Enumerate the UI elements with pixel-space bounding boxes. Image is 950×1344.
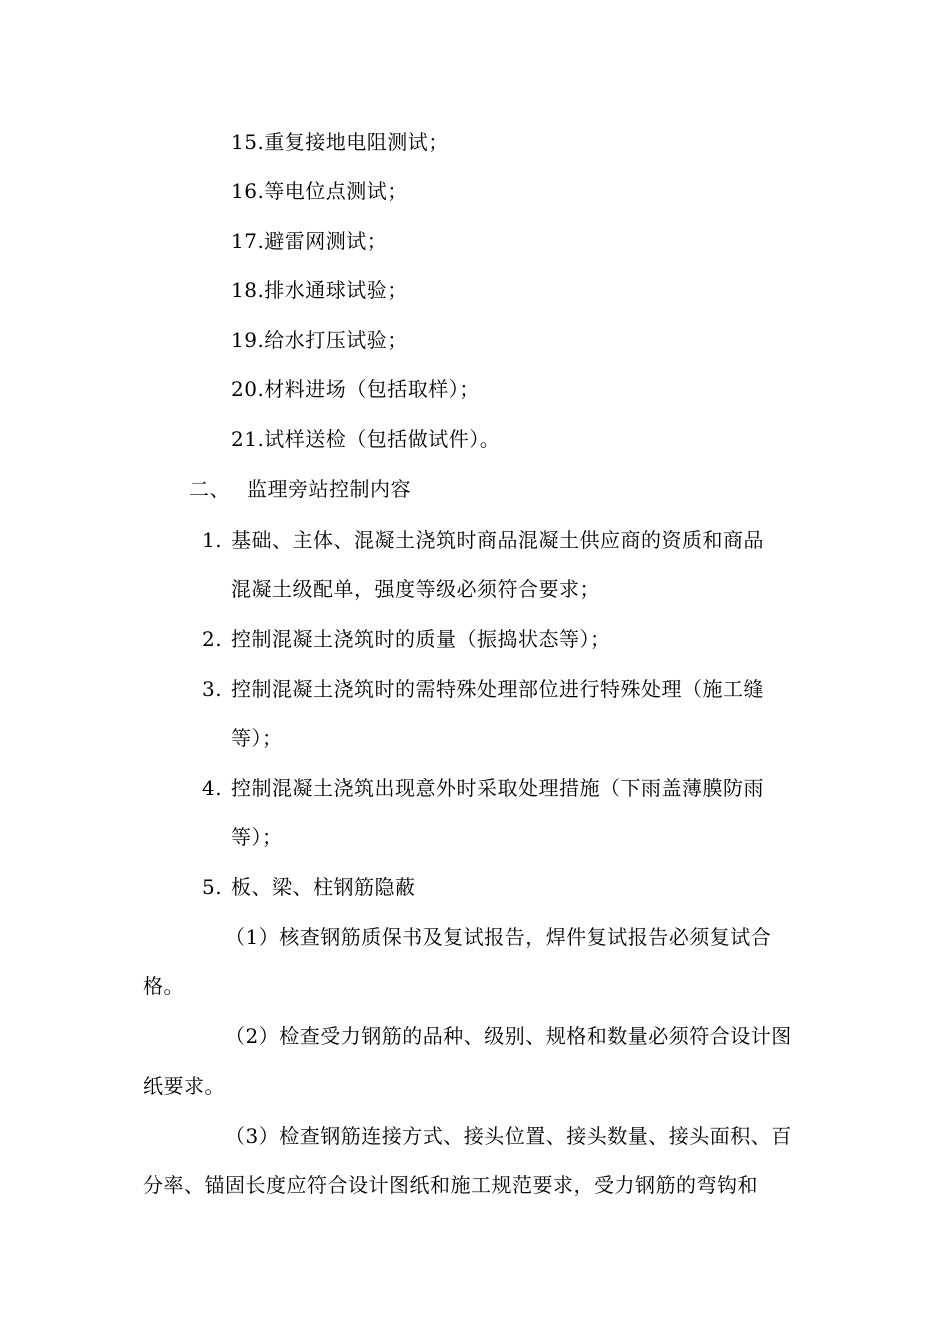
item-3-number: 3. xyxy=(202,677,223,701)
paragraph-3-line-2: 分率、锚固长度应符合设计图纸和施工规范要求，受力钢筋的弯钩和 xyxy=(143,1173,758,1197)
paragraph-3-line-1: （3）检查钢筋连接方式、接头位置、接头数量、接头面积、百 xyxy=(225,1124,792,1148)
item-4-number: 4. xyxy=(202,776,223,800)
item-1-line-2: 混凝土级配单，强度等级必须符合要求； xyxy=(231,577,600,601)
list-item-20: 20.材料进场（包括取样）； xyxy=(231,377,480,401)
item-2-line-1: 控制混凝土浇筑时的质量（振捣状态等）； xyxy=(231,627,611,651)
item-2-number: 2. xyxy=(202,627,223,651)
item-5-number: 5. xyxy=(202,875,223,899)
paragraph-2-line-2: 纸要求。 xyxy=(143,1074,225,1098)
section-title: 监理旁站控制内容 xyxy=(247,477,411,501)
list-item-17: 17.避雷网测试； xyxy=(231,229,388,253)
list-item-16: 16.等电位点测试； xyxy=(231,179,408,203)
list-item-18: 18.排水通球试验； xyxy=(231,278,408,302)
item-3-line-2: 等）； xyxy=(231,726,283,750)
item-1-number: 1. xyxy=(202,528,223,552)
list-item-15: 15.重复接地电阻测试； xyxy=(231,130,449,154)
item-4-line-2: 等）； xyxy=(231,825,283,849)
item-5-line-1: 板、梁、柱钢筋隐蔽 xyxy=(231,875,416,899)
section-number: 二、 xyxy=(189,477,230,501)
paragraph-2-line-1: （2）检查受力钢筋的品种、级别、规格和数量必须符合设计图 xyxy=(225,1024,792,1048)
item-4-line-1: 控制混凝土浇筑出现意外时采取处理措施（下雨盖薄膜防雨 xyxy=(231,776,764,800)
list-item-19: 19.给水打压试验； xyxy=(231,328,408,352)
item-1-line-1: 基础、主体、混凝土浇筑时商品混凝土供应商的资质和商品 xyxy=(231,528,764,552)
paragraph-1-line-1: （1）核查钢筋质保书及复试报告，焊件复试报告必须复试合 xyxy=(225,925,772,949)
list-item-21: 21.试样送检（包括做试件）。 xyxy=(231,427,501,451)
item-3-line-1: 控制混凝土浇筑时的需特殊处理部位进行特殊处理（施工缝 xyxy=(231,677,764,701)
paragraph-1-line-2: 格。 xyxy=(143,974,184,998)
